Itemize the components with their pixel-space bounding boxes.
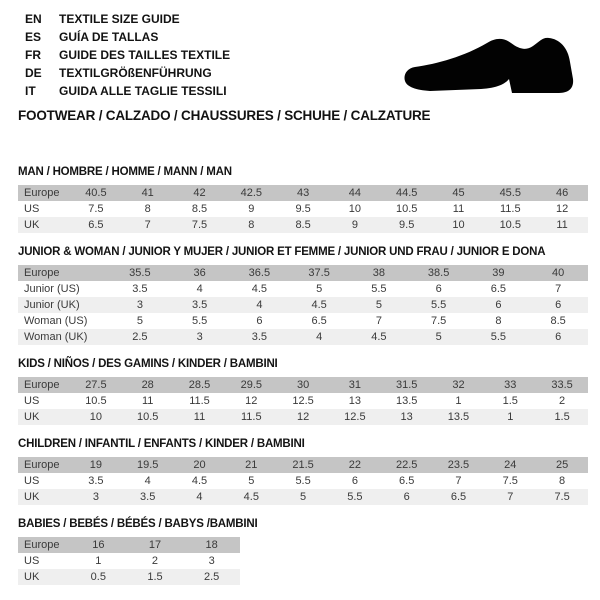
size-cell: 18 — [205, 539, 218, 551]
row-label: UK — [24, 411, 40, 423]
size-cell: 41 — [141, 187, 154, 199]
size-cell: 12 — [245, 395, 258, 407]
size-tables — [18, 166, 588, 598]
size-cell: 6.5 — [399, 475, 415, 487]
size-cell: 3.5 — [132, 283, 148, 295]
size-cell: 3 — [92, 491, 99, 503]
size-cell: 4.5 — [251, 283, 268, 295]
table-row-europe — [18, 185, 588, 201]
size-cell: 2 — [559, 395, 566, 407]
size-cell: 2.5 — [132, 331, 148, 343]
size-cell: 4.5 — [243, 491, 259, 503]
size-cell: 7 — [144, 219, 151, 231]
size-cell: 3.5 — [140, 491, 156, 503]
size-cell: 5.5 — [430, 299, 447, 311]
size-cell: 5 — [248, 475, 255, 487]
section-children — [18, 438, 588, 505]
table-row-woman-us — [18, 313, 588, 329]
size-cell: 11 — [141, 395, 154, 407]
row-label: US — [24, 475, 40, 487]
size-cell: 12.5 — [292, 395, 314, 407]
language-code: IT — [25, 84, 36, 98]
size-cell: 33.5 — [551, 379, 573, 391]
row-label: Junior (UK) — [24, 299, 80, 311]
size-cell: 4 — [144, 475, 151, 487]
size-cell: 19 — [89, 459, 103, 471]
size-cell: 6.5 — [311, 315, 327, 327]
category-heading: FOOTWEAR / CALZADO / CHAUSSURES / SCHUHE / CALZATURE — [18, 108, 431, 123]
section-title-man: MAN / HOMBRE / HOMME / MANN / MAN — [18, 166, 232, 178]
size-cell: 7 — [555, 283, 562, 295]
size-cell: 7 — [455, 475, 462, 487]
size-cell: 28.5 — [188, 379, 211, 391]
size-cell: 13.5 — [395, 395, 418, 407]
section-title-babies: BABIES / BEBÉS / BÉBÉS / BABYS /BAMBINI — [18, 518, 258, 530]
language-title-block — [25, 10, 230, 100]
size-cell: 8 — [144, 203, 151, 215]
row-label: Woman (US) — [24, 315, 88, 327]
size-cell: 8.5 — [550, 315, 566, 327]
row-label: Woman (UK) — [24, 331, 88, 343]
size-cell: 7 — [375, 315, 382, 327]
size-cell: 21 — [245, 459, 258, 471]
row-label: Europe — [24, 539, 60, 551]
size-cell: 28 — [141, 379, 154, 391]
size-cell: 13 — [348, 395, 361, 407]
table-row-uk — [18, 409, 588, 425]
size-cell: 1 — [507, 411, 514, 423]
size-cell: 32 — [452, 379, 465, 391]
size-cell: 42 — [193, 187, 206, 199]
row-label: Junior (US) — [24, 283, 80, 295]
size-cell: 4 — [196, 283, 203, 295]
size-cell: 7.5 — [554, 491, 570, 503]
size-cell: 3.5 — [191, 299, 208, 311]
size-table-man — [18, 185, 588, 233]
size-cell: 7 — [507, 491, 514, 503]
size-cell: 2 — [151, 555, 159, 567]
row-label: UK — [24, 219, 40, 231]
language-label: GUIDA ALLE TAGLIE TESSILI — [59, 84, 227, 98]
size-cell: 11.5 — [499, 203, 521, 215]
row-label: Europe — [24, 379, 60, 391]
size-cell: 19.5 — [136, 459, 159, 471]
size-cell: 20 — [193, 459, 206, 471]
row-label: Europe — [24, 459, 60, 471]
size-cell: 31.5 — [395, 379, 418, 391]
section-title-junior-woman: JUNIOR & WOMAN / JUNIOR Y MUJER / JUNIOR ET FEMME / JUNIOR UND FRAU / JUNIOR E DONA — [18, 246, 546, 258]
table-row-uk — [18, 217, 588, 233]
size-cell: 4 — [316, 331, 323, 343]
row-label: UK — [24, 491, 40, 503]
size-cell: 1 — [455, 395, 462, 407]
size-cell: 40.5 — [85, 187, 107, 199]
size-cell: 6 — [555, 331, 562, 343]
language-code: DE — [25, 66, 42, 80]
size-cell: 27.5 — [85, 379, 107, 391]
size-cell: 9 — [248, 203, 255, 215]
row-label: US — [24, 555, 40, 567]
size-cell: 42.5 — [240, 187, 262, 199]
size-cell: 10 — [452, 219, 465, 231]
size-cell: 3 — [208, 555, 215, 567]
table-row-europe — [18, 377, 588, 393]
size-cell: 35.5 — [129, 267, 151, 279]
language-row — [25, 46, 230, 64]
table-row-us — [18, 553, 240, 569]
table-row-europe — [18, 537, 240, 553]
size-cell: 4.5 — [371, 331, 387, 343]
table-row-uk — [18, 569, 240, 585]
size-cell: 7.5 — [502, 475, 518, 487]
size-cell: 44.5 — [395, 187, 418, 199]
size-cell: 5 — [300, 491, 307, 503]
section-title-children: CHILDREN / INFANTIL / ENFANTS / KINDER / BAMBINI — [18, 438, 305, 450]
size-cell: 3.5 — [251, 331, 268, 343]
size-cell: 38.5 — [427, 267, 450, 279]
size-cell: 5.5 — [347, 491, 363, 503]
size-cell: 6.5 — [490, 283, 507, 295]
size-cell: 5.5 — [371, 283, 387, 295]
size-cell: 6.5 — [450, 491, 467, 503]
size-cell: 8 — [495, 315, 502, 327]
section-babies — [18, 518, 588, 585]
size-cell: 30 — [296, 379, 310, 391]
size-cell: 22.5 — [395, 459, 418, 471]
size-cell: 10 — [89, 411, 103, 423]
size-cell: 9.5 — [295, 203, 311, 215]
size-cell: 11.5 — [189, 395, 210, 407]
size-cell: 11 — [193, 411, 206, 423]
language-label: GUÍA DE TALLAS — [59, 30, 159, 44]
size-cell: 38 — [372, 267, 385, 279]
row-label: Europe — [24, 267, 60, 279]
table-row-europe — [18, 457, 588, 473]
table-row-europe — [18, 265, 588, 281]
size-cell: 6 — [351, 475, 358, 487]
size-cell: 6 — [256, 315, 263, 327]
size-cell: 46 — [555, 187, 569, 199]
size-cell: 13 — [400, 411, 413, 423]
size-cell: 45.5 — [499, 187, 521, 199]
section-kids — [18, 358, 588, 425]
size-cell: 25 — [555, 459, 569, 471]
size-cell: 4 — [196, 491, 203, 503]
size-cell: 0.5 — [90, 571, 106, 583]
size-cell: 5.5 — [295, 475, 311, 487]
size-cell: 1 — [95, 555, 102, 567]
size-cell: 8 — [559, 475, 566, 487]
size-cell: 3.5 — [88, 475, 104, 487]
size-cell: 44 — [348, 187, 361, 199]
size-cell: 37.5 — [308, 267, 330, 279]
row-label: Europe — [24, 187, 60, 199]
size-table-junior-woman — [18, 265, 588, 345]
size-cell: 9.5 — [399, 219, 415, 231]
size-cell: 40 — [552, 267, 565, 279]
size-cell: 36.5 — [248, 267, 271, 279]
size-cell: 1.5 — [502, 395, 518, 407]
size-cell: 31 — [348, 379, 361, 391]
size-cell: 11 — [452, 203, 465, 215]
language-row — [25, 82, 230, 100]
table-row-us — [18, 473, 588, 489]
language-row — [25, 10, 230, 28]
size-cell: 8.5 — [295, 219, 311, 231]
size-cell: 13.5 — [447, 411, 470, 423]
size-cell: 5.5 — [490, 331, 507, 343]
size-cell: 12 — [555, 203, 569, 215]
table-row-junior-us — [18, 281, 588, 297]
size-cell: 2.5 — [204, 571, 220, 583]
size-cell: 5.5 — [191, 315, 208, 327]
size-cell: 5 — [316, 283, 323, 295]
size-cell: 9 — [351, 219, 358, 231]
size-cell: 5 — [136, 315, 143, 327]
size-cell: 33 — [504, 379, 517, 391]
language-code: ES — [25, 30, 42, 44]
size-cell: 39 — [492, 267, 505, 279]
size-cell: 4 — [256, 299, 263, 311]
size-cell: 6 — [555, 299, 562, 311]
dress-shoe-icon — [402, 35, 576, 97]
size-cell: 12 — [296, 411, 310, 423]
size-cell: 45 — [452, 187, 465, 199]
section-junior-woman — [18, 246, 588, 345]
row-label: UK — [24, 571, 40, 583]
size-cell: 10.5 — [499, 219, 521, 231]
table-row-junior-uk — [18, 297, 588, 313]
language-code: EN — [25, 12, 42, 26]
table-row-us — [18, 201, 588, 217]
size-cell: 22 — [348, 459, 361, 471]
size-cell: 6 — [403, 491, 410, 503]
size-cell: 3 — [136, 299, 143, 311]
size-cell: 11 — [556, 219, 568, 231]
language-row — [25, 28, 230, 46]
size-cell: 10.5 — [136, 411, 159, 423]
language-label: TEXTILE SIZE GUIDE — [59, 12, 180, 26]
size-cell: 17 — [148, 539, 162, 551]
row-label: US — [24, 203, 40, 215]
size-cell: 16 — [92, 539, 105, 551]
size-cell: 6 — [495, 299, 502, 311]
table-row-us — [18, 393, 588, 409]
row-label: US — [24, 395, 40, 407]
size-cell: 24 — [504, 459, 517, 471]
size-cell: 10.5 — [395, 203, 418, 215]
size-cell: 11.5 — [240, 411, 262, 423]
size-cell: 36 — [193, 267, 206, 279]
language-label: GUIDE DES TAILLES TEXTILE — [59, 48, 231, 62]
language-label: TEXTILGRÖßENFÜHRUNG — [59, 66, 212, 80]
size-cell: 1.5 — [554, 411, 570, 423]
size-cell: 7.5 — [430, 315, 447, 327]
size-cell: 8 — [248, 219, 255, 231]
table-row-woman-uk — [18, 329, 588, 345]
size-table-children — [18, 457, 588, 505]
size-table-babies — [18, 537, 240, 585]
table-row-uk — [18, 489, 588, 505]
size-cell: 43 — [296, 187, 310, 199]
size-cell: 4.5 — [191, 475, 208, 487]
size-cell: 10.5 — [85, 395, 107, 407]
size-cell: 6 — [435, 283, 442, 295]
language-row — [25, 64, 230, 82]
section-man — [18, 166, 588, 233]
size-cell: 7.5 — [191, 219, 208, 231]
size-cell: 1.5 — [147, 571, 163, 583]
size-cell: 6.5 — [88, 219, 104, 231]
size-cell: 23.5 — [447, 459, 470, 471]
size-cell: 4.5 — [311, 299, 327, 311]
size-cell: 3 — [196, 331, 203, 343]
language-code: FR — [25, 48, 41, 62]
size-cell: 5 — [435, 331, 442, 343]
size-cell: 12.5 — [344, 411, 366, 423]
section-title-kids: KIDS / NIÑOS / DES GAMINS / KINDER / BAMBINI — [18, 358, 278, 370]
size-cell: 5 — [375, 299, 382, 311]
size-cell: 8.5 — [191, 203, 208, 215]
size-cell: 29.5 — [240, 379, 262, 391]
size-cell: 7.5 — [88, 203, 104, 215]
size-cell: 21.5 — [292, 459, 314, 471]
size-table-kids — [18, 377, 588, 425]
size-cell: 10 — [348, 203, 361, 215]
